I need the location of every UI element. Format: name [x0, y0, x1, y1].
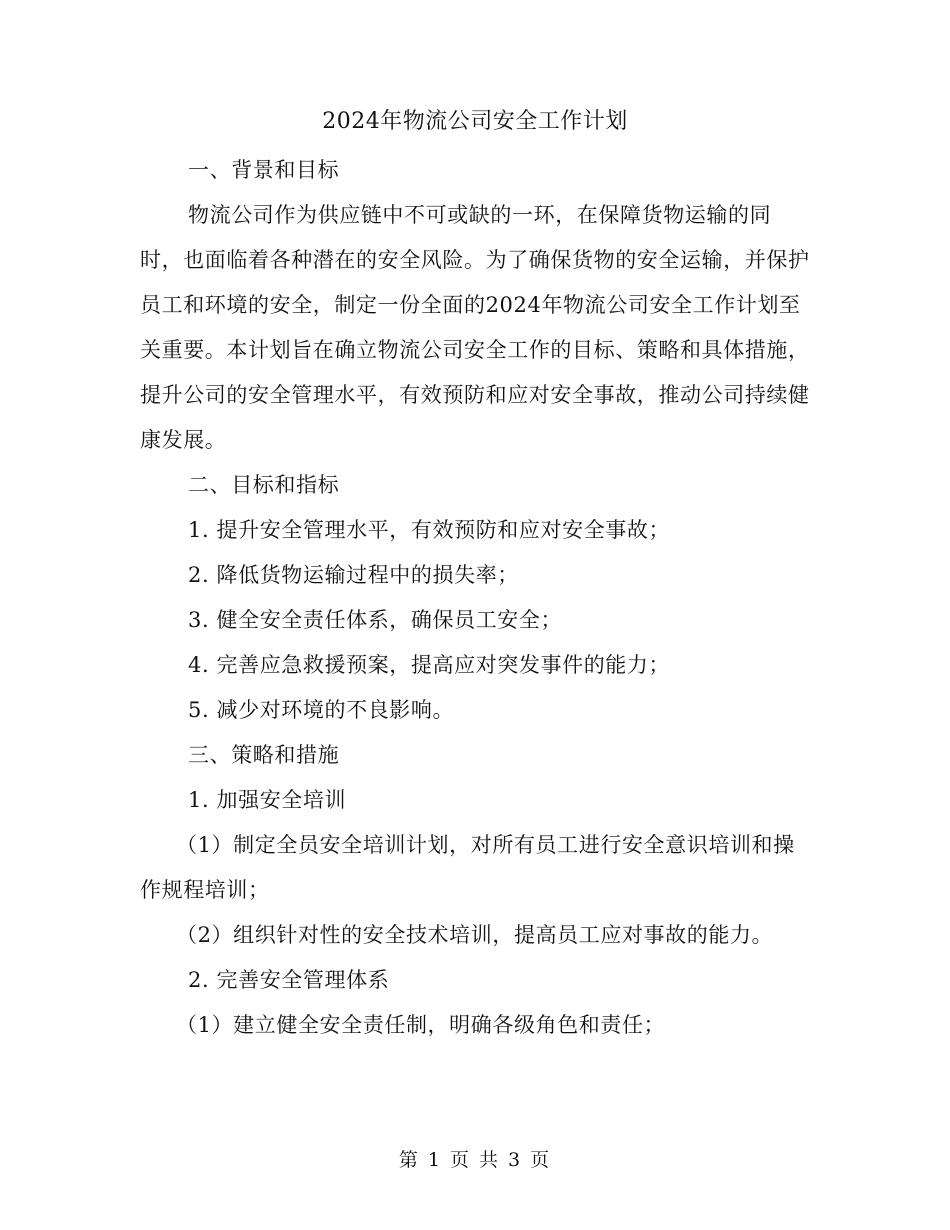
goal-item: 1. 提升安全管理水平，有效预防和应对安全事故；: [188, 518, 671, 542]
document-body: [140, 148, 810, 1048]
page-footer: 第 1 页 共 3 页: [398, 1149, 552, 1171]
section-heading-background: 一、背景和目标: [188, 158, 340, 182]
section-heading-goals: 二、目标和指标: [188, 473, 340, 497]
goal-item: 5. 减少对环境的不良影响。: [188, 698, 455, 722]
strategy-subitem: （1）制定全员安全培训计划，对所有员工进行安全意识培训和操作规程培训；: [140, 833, 795, 902]
background-paragraph: 物流公司作为供应链中不可或缺的一环，在保障货物运输的同时，也面临着各种潜在的安全风险。为了确保货物的安全运输，并保护员工和环境的安全，制定一份全面的2024年物流公司安全工作计划至关重要。本计划旨在确立物流公司安全工作的目标、策略和具体措施，提升公司的安全管理水平，有效预防和应对安全事故，推动公司持续健康发展。: [140, 203, 810, 452]
strategy-subitem: （2）组织针对性的安全技术培训，提高员工应对事故的能力。: [176, 923, 774, 947]
section-heading-strategy: 三、策略和措施: [188, 743, 340, 767]
document-title: 2024年物流公司安全工作计划: [322, 109, 628, 134]
strategy-item: 1. 加强安全培训: [188, 788, 347, 812]
strategy-item: 2. 完善安全管理体系: [188, 968, 390, 992]
strategy-subitem: （1）建立健全安全责任制，明确各级角色和责任；: [176, 1013, 666, 1037]
goal-item: 2. 降低货物运输过程中的损失率；: [188, 563, 519, 587]
goal-item: 4. 完善应急救援预案，提高应对突发事件的能力；: [188, 653, 671, 677]
goal-item: 3. 健全安全责任体系，确保员工安全；: [188, 608, 563, 632]
